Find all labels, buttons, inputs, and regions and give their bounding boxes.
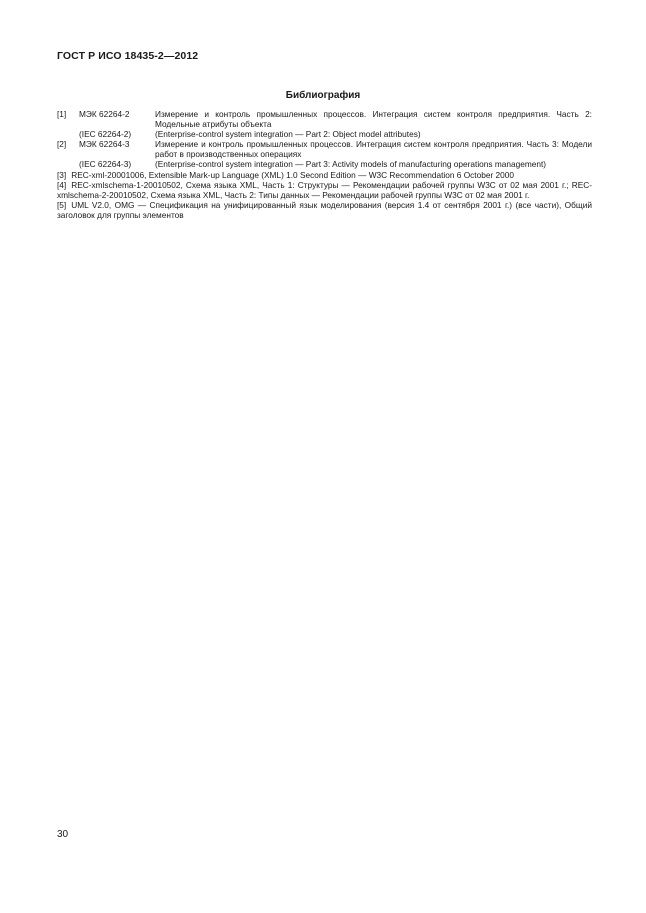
bibliography-list bbox=[57, 109, 592, 220]
entry-text: Измерение и контроль промышленных процессов. Интеграция систем контроля предприятия. Часть 3: Модели работ в производственных операциях bbox=[155, 139, 592, 160]
entry-code: МЭК 62264-3 bbox=[79, 139, 130, 150]
entry-code: МЭК 62264-2 bbox=[79, 109, 130, 119]
entry-alt-text: (Enterprise-control system integration — Part 2: Object model attributes) bbox=[155, 129, 421, 140]
section-title: Библиография bbox=[285, 90, 361, 101]
entry-number: [5] bbox=[57, 199, 67, 210]
entry-text: UML V2.0, OMG — Спецификация на унифицированный язык моделирования (версия 1.4 от сентября 2001 г.) (все части), Общий заголовок для группы элементов bbox=[57, 199, 592, 220]
entry-alt-code: (IEC 62264-2) bbox=[79, 129, 132, 140]
entry-number: [3] bbox=[57, 169, 67, 180]
entry-alt-code: (IEC 62264-3) bbox=[79, 159, 132, 170]
bibliography-entry-4 bbox=[57, 180, 592, 200]
entry-text: REC-xmlschema-1-20010502, Схема языка XML, Часть 1: Структуры — Рекомендации рабочей группы W3C от 02 мая 2001 г.; REC-xmlschema-2-20010502, Схема языка XML, Часть 2: Типы данных — Рекомендации рабочей группы W3C от 02 мая 2001 г. bbox=[57, 179, 592, 200]
standard-header: ГОСТ Р ИСО 18435-2—2012 bbox=[57, 50, 199, 62]
bibliography-entry-1 bbox=[57, 109, 592, 139]
entry-alt-text: (Enterprise-control system integration — Part 3: Activity models of manufacturing operations management) bbox=[155, 159, 547, 170]
entry-number: [2] bbox=[57, 139, 67, 150]
entry-number: [1] bbox=[57, 109, 67, 119]
entry-number: [4] bbox=[57, 179, 67, 190]
bibliography-entry-2 bbox=[57, 139, 592, 169]
entry-text: REC-xml-20001006, Extensible Mark-up Language (XML) 1.0 Second Edition — W3C Recommendation 6 October 2000 bbox=[71, 169, 514, 180]
entry-text: Измерение и контроль промышленных процессов. Интеграция систем контроля предприятия. Часть 2: Модельные атрибуты объекта bbox=[155, 109, 592, 130]
page-number: 30 bbox=[57, 829, 69, 840]
bibliography-entry-5 bbox=[57, 200, 592, 220]
bibliography-entry-3 bbox=[57, 170, 592, 180]
